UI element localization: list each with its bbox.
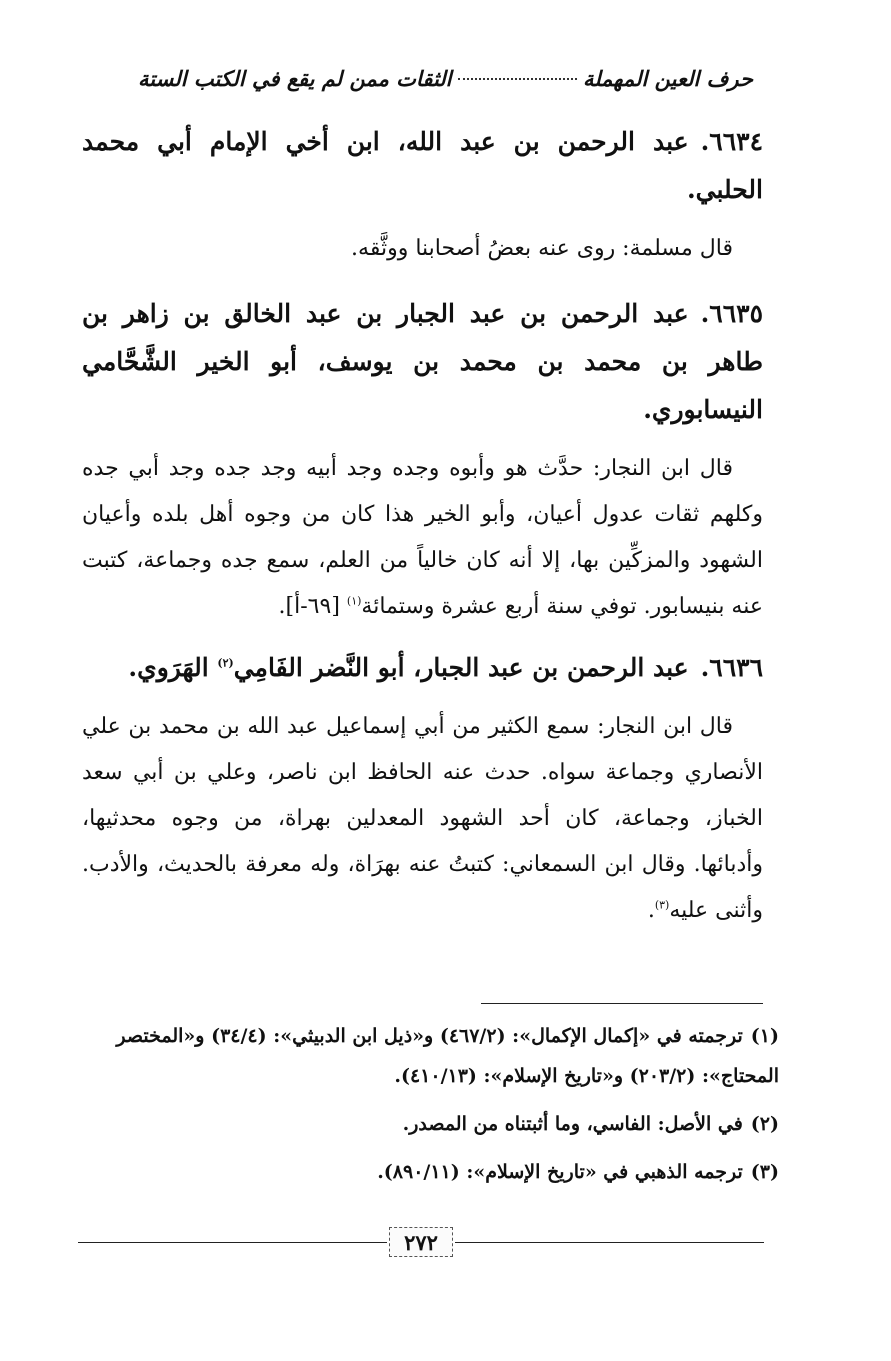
footer-rule-left — [78, 1242, 387, 1243]
footnote-text: في الأصل: الفاسي، وما أثبتناه من المصدر. — [402, 1113, 743, 1135]
entry-number: ٦٦٣٥. — [700, 299, 763, 328]
footnote-ref[interactable]: (١) — [346, 594, 362, 608]
footnotes — [82, 1016, 779, 1200]
footnote-item — [82, 1016, 779, 1096]
running-header — [138, 66, 753, 102]
footnote-marker: (٣) — [750, 1161, 779, 1183]
paragraph-text: [٦٩-أ]. — [278, 594, 347, 619]
header-dot-leader — [458, 78, 577, 80]
section-label: حرف العين المهملة — [582, 66, 753, 91]
entry-title: عبد الرحمن بن عبد الجبار بن عبد الخالق بن زاهر بن طاهر بن محمد بن محمد بن يوسف، أبو الخير الشَّحَّامي النيسابوري. — [82, 299, 763, 424]
footnote-marker: (٢) — [750, 1113, 779, 1135]
entry-heading — [82, 290, 763, 434]
main-text — [82, 118, 763, 948]
entry-number: ٦٦٣٤. — [700, 127, 763, 156]
footnote-item — [82, 1104, 779, 1144]
footnote-text: ترجمته في «إكمال الإكمال»: (٤٦٧/٢) و«ذيل ابن الدبيثي»: (٣٤/٤) و«المختصر المحتاج»: (٢٠٣/٢) و«تاريخ الإسلام»: (٤١٠/١٣). — [116, 1025, 779, 1087]
entry-paragraph — [82, 226, 763, 272]
footnote-text: ترجمه الذهبي في «تاريخ الإسلام»: (٨٩٠/١١). — [377, 1161, 743, 1183]
entry-title-end: الهَرَوي. — [128, 653, 218, 682]
entry-number: ٦٦٣٦. — [700, 653, 763, 682]
entry-paragraph — [82, 446, 763, 630]
paragraph-text: . — [647, 898, 655, 923]
footer-rule-right — [455, 1242, 764, 1243]
footnote-ref[interactable]: (٢) — [217, 656, 234, 670]
entry-heading — [82, 118, 763, 214]
paragraph-text: قال مسلمة: روى عنه بعضُ أصحابنا ووثَّقه. — [351, 236, 733, 261]
page-footer — [78, 1224, 764, 1260]
page-number: ٢٧٢ — [389, 1227, 453, 1257]
entry-paragraph — [82, 704, 763, 934]
paragraph-text: قال ابن النجار: حدَّث هو وأبوه وجده وجد أبيه وجد جده وجد أبي جده وكلهم ثقات عدول أعيان، وأبو الخير هذا كان من وجوه أهل بلده وأعيان الشهود والمزكِّين بها، إلا أنه كان خالياً من العلم، سمع جده وجماعة، كتبت عنه بنيسابور. توفي سنة أربع عشرة وستمائة — [82, 456, 763, 619]
footnote-item — [82, 1152, 779, 1192]
entry-title: عبد الرحمن بن عبد الجبار، أبو النَّضر الفَامِي — [233, 653, 689, 682]
paragraph-text: قال ابن النجار: سمع الكثير من أبي إسماعيل عبد الله بن محمد بن علي الأنصاري وجماعة سواه. حدث عنه الحافظ ابن ناصر، وعلي بن أبي سعد الخباز، وجماعة، كان أحد الشهود المعدلين بهراة، من وجوه محدثيها، وأدبائها. وقال ابن السمعاني: كتبتُ عنه بهرَاة، وله معرفة بالحديث، والأدب. وأثنى عليه — [82, 714, 763, 923]
entry-heading — [82, 644, 763, 692]
footnote-marker: (١) — [750, 1025, 779, 1047]
book-label: الثقات ممن لم يقع في الكتب الستة — [138, 66, 452, 91]
footnote-ref[interactable]: (٣) — [654, 898, 670, 912]
footnote-divider — [481, 1003, 763, 1004]
entry-title: عبد الرحمن بن عبد الله، ابن أخي الإمام أبي محمد الحلبي. — [82, 127, 763, 204]
